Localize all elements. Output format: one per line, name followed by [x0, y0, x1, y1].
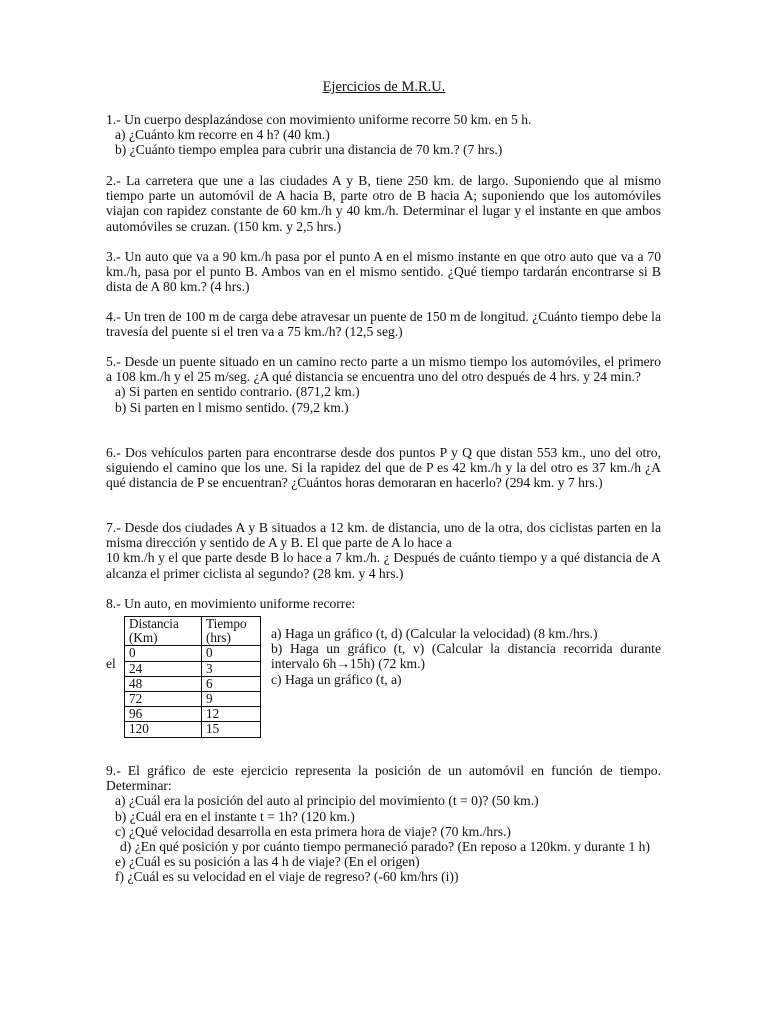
exercise-5-statement: 5.- Desde un puente situado en un camino recto parte a un mismo tiempo los automóviles, el primero a 108 km./h y el 25 m/seg. ¿A qué distancia se encuentra uno del otro después de 4 hrs. y 24 min.?: [106, 354, 661, 385]
exercise-9-part-d: d) ¿En qué posición y por cuánto tiempo permaneció parado? (En reposo a 120km. y durante 1 h): [120, 839, 650, 855]
exercise-7-line-1: 7.- Desde dos ciudades A y B situados a 12 km. de distancia, uno de la otra, dos ciclistas parten en la misma dirección y sentido de A y B. El que parte de A lo hace a: [106, 520, 661, 551]
table-cell-time: 15: [202, 722, 261, 737]
exercise-7-line-2: 10 km./h y el que parte desde B lo hace a 7 km./h. ¿ Después de cuánto tiempo y a qué distancia de A alcanza el primer ciclista al segundo? (28 km. y 4 hrs.): [106, 550, 661, 581]
table-row: [125, 692, 261, 707]
exercise-6-statement: 6.- Dos vehículos parten para encontrarse desde dos puntos P y Q que distan 553 km., uno del otro, siguiendo el camino que los une. Si la rapidez del que de P es 42 km./h y la del otro es 37 km./h ¿A qué distancia de P se encuentran? ¿Cuántos horas demoraran en hacerlo? (294 km. y 7 hrs.): [106, 445, 661, 491]
table-cell-time: 3: [202, 661, 261, 676]
table-row: [125, 707, 261, 722]
table-header-distance-label: Distancia: [129, 616, 179, 631]
exercise-9-part-c: c) ¿Qué velocidad desarrolla en esta primera hora de viaje? (70 km./hrs.): [115, 823, 511, 839]
exercise-8-tasks: [271, 626, 661, 687]
exercise-9-part-e: e) ¿Cuál es su posición a las 4 h de viaje? (En el origen): [115, 854, 420, 870]
exercise-3-statement: 3.- Un auto que va a 90 km./h pasa por el punto A en el mismo instante en que otro auto que va a 70 km./h, pasa por el punto B. Ambos van en el mismo sentido. ¿Qué tiempo tardarán encontrarse si B dista de A 80 km.? (4 hrs.): [106, 249, 661, 295]
table-header-time-unit: (hrs): [206, 630, 231, 646]
exercise-4-statement: 4.- Un tren de 100 m de carga debe atravesar un puente de 150 m de longitud. ¿Cuánto tiempo debe la travesía del puente si el tren va a 75 km./h? (12,5 seg.): [106, 309, 661, 340]
exercise-1-part-a: a) ¿Cuánto km recorre en 4 h? (40 km.): [115, 127, 330, 143]
exercise-7: [106, 520, 661, 581]
table-cell-distance: 120: [125, 722, 202, 737]
exercise-9-part-f: f) ¿Cuál es su velocidad en el viaje de regreso? (-60 km/hrs (i)): [115, 869, 459, 885]
table-header-time: [202, 617, 261, 646]
exercise-9: [106, 763, 661, 885]
table-row: [125, 676, 261, 691]
table-cell-time: 9: [202, 692, 261, 707]
distance-time-table: [124, 616, 261, 738]
exercise-1-statement: 1.- Un cuerpo desplazándose con movimiento uniforme recorre 50 km. en 5 h.: [106, 112, 532, 127]
table-header-row: [125, 617, 261, 646]
exercise-8-part-b: [271, 641, 661, 671]
exercise-8-part-a: a) Haga un gráfico (t, d) (Calcular la velocidad) (8 km./hrs.): [271, 626, 598, 641]
table-header-time-label: Tiempo: [206, 616, 247, 631]
exercise-9-statement: 9.- El gráfico de este ejercicio representa la posición de un automóvil en función de tiempo. Determinar:: [106, 763, 661, 794]
exercise-8-part-b-text: b) Haga un gráfico (t, v) (Calcular la distancia recorrida durante intervalo 6h: [271, 641, 661, 672]
exercise-2-statement: 2.- La carretera que une a las ciudades A y B, tiene 250 km. de largo. Suponiendo que al mismo tiempo parte un automóvil de A hacia B, parte otro de B hacia A; suponiendo que los automóviles viajan con rapidez constante de 60 km./h y 40 km./h. Determinar el lugar y el instante en que ambos automóviles se cruzan. (150 km. y 2,5 hrs.): [106, 173, 661, 234]
table-cell-distance: 96: [125, 707, 202, 722]
exercise-8-part-b-end: 15h) (72 km.): [349, 656, 426, 672]
exercise-4: [106, 309, 661, 339]
exercise-5-part-a: a) Si parten en sentido contrario. (871,2 km.): [115, 384, 360, 400]
exercise-8-el-label: el: [106, 656, 116, 671]
table-cell-time: 12: [202, 707, 261, 722]
exercise-3: [106, 249, 661, 295]
exercise-8-part-c: c) Haga un gráfico (t, a): [271, 671, 402, 687]
table-cell-distance: 0: [125, 646, 202, 661]
exercise-1-part-b: b) ¿Cuánto tiempo emplea para cubrir una distancia de 70 km.? (7 hrs.): [115, 142, 503, 158]
page-title: Ejercicios de M.R.U.: [322, 79, 446, 95]
table-cell-distance: 24: [125, 661, 202, 676]
table-cell-time: 6: [202, 676, 261, 691]
exercise-9-part-a: a) ¿Cuál era la posición del auto al principio del movimiento (t = 0)? (50 km.): [115, 793, 539, 809]
exercise-9-part-b: b) ¿Cuál era en el instante t = 1h? (120 km.): [115, 808, 355, 824]
exercise-6: [106, 445, 661, 491]
exercise-5: [106, 354, 661, 415]
table-cell-distance: 72: [125, 692, 202, 707]
exercise-8: [106, 596, 661, 611]
table-row: [125, 661, 261, 676]
table-header-distance: [125, 617, 202, 646]
exercise-2: [106, 173, 661, 234]
right-arrow-icon: →: [336, 656, 350, 672]
exercise-8-statement: 8.- Un auto, en movimiento uniforme recorre:: [106, 596, 356, 611]
table-row: [125, 646, 261, 661]
table-row: [125, 722, 261, 737]
table-cell-time: 0: [202, 646, 261, 661]
table-header-distance-unit: (Km): [129, 630, 158, 646]
exercise-1: [106, 112, 661, 158]
exercise-5-part-b: b) Si parten en l mismo sentido. (79,2 km.): [115, 399, 349, 415]
table-cell-distance: 48: [125, 676, 202, 691]
